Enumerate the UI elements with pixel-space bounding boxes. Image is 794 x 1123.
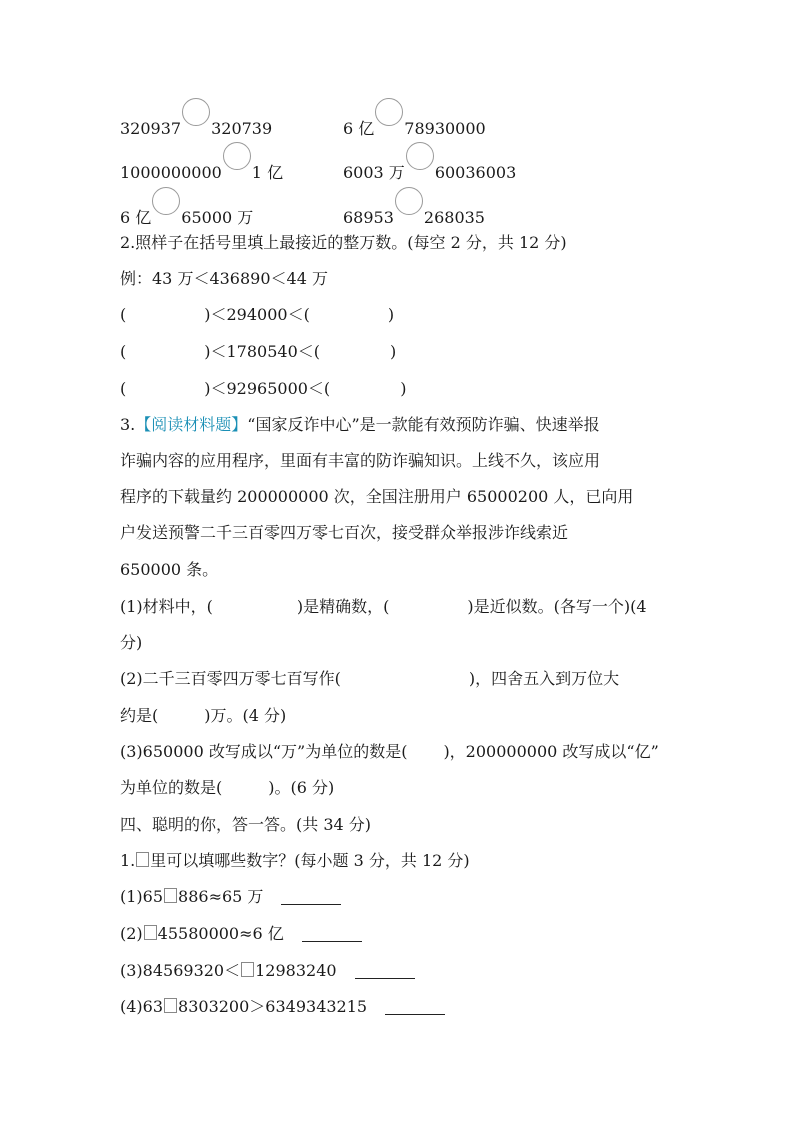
compare-row-1-left	[120, 108, 272, 139]
box-placeholder[interactable]	[241, 962, 254, 977]
number-text: 1000000000	[120, 163, 222, 182]
number-text: 268035	[423, 208, 485, 227]
q3-sub3-cont: 为单位的数是( )。(6 分)	[120, 778, 335, 797]
compare-row-2-right	[343, 152, 516, 183]
answer-line[interactable]	[281, 890, 341, 905]
q3-sub1-cont: 分)	[120, 633, 143, 652]
q3-para-line-4: 户发送预警二千三百零四万零七百次，接受群众举报涉诈线索近	[120, 523, 569, 542]
q3-para-line-5: 650000 条。	[120, 560, 219, 579]
answer-circle[interactable]	[395, 187, 423, 215]
sec4-item-1: (1)65 886≈65 万	[120, 887, 341, 907]
q3-para-line-3: 程序的下载量约 200000000 次，全国注册用户 65000200 人，已向用	[120, 487, 634, 506]
answer-circle[interactable]	[223, 142, 251, 170]
section-4-title: 四、聪明的你，答一答。(共 34 分)	[120, 815, 372, 834]
sec4-item-4: (4)63 8303200＞6349343215	[120, 997, 445, 1017]
answer-circle[interactable]	[152, 187, 180, 215]
q2-row-3: ( )＜92965000＜( )	[120, 379, 407, 398]
number-text: 320739	[211, 119, 273, 138]
sec4-item-3: (3)84569320＜ 12983240	[120, 961, 415, 981]
compare-row-3-left	[120, 197, 253, 228]
q3-para-line-2: 诈骗内容的应用程序，里面有丰富的防诈骗知识。上线不久，该应用	[120, 451, 601, 470]
q2-row-2: ( )＜1780540＜( )	[120, 342, 397, 361]
sec4-item-2: (2) 45580000≈6 亿	[120, 924, 362, 944]
number-text: 6003 万	[343, 163, 405, 182]
answer-circle[interactable]	[406, 142, 434, 170]
number-text: 6 亿	[343, 119, 375, 138]
q3-sub1: (1)材料中，( )是精确数，( )是近似数。(各写一个)(4	[120, 597, 647, 616]
number-text: 6 亿	[120, 208, 152, 227]
reading-material-tag: 【阅读材料题】	[135, 415, 248, 434]
q2-example: 例：43 万＜436890＜44 万	[120, 269, 328, 288]
sec4-q1-title: 1. 里可以填哪些数字？(每小题 3 分，共 12 分)	[120, 851, 470, 870]
compare-row-3-right	[343, 197, 485, 228]
box-placeholder[interactable]	[144, 925, 157, 940]
answer-line[interactable]	[385, 1000, 445, 1015]
number-text: 78930000	[404, 119, 486, 138]
number-text: 65000 万	[181, 208, 254, 227]
box-placeholder[interactable]	[164, 998, 177, 1013]
number-text: 60036003	[434, 163, 517, 182]
q3-para-line-1: 3.【阅读材料题】“国家反诈中心”是一款能有效预防诈骗、快速举报	[120, 415, 600, 434]
compare-row-2-left	[120, 152, 283, 183]
number-text: 68953	[343, 208, 394, 227]
q3-sub2: (2)二千三百零四万零七百写作( )，四舍五入到万位大	[120, 669, 620, 688]
q3-sub2-cont: 约是( )万。(4 分)	[120, 706, 287, 725]
q2-row-1: ( )＜294000＜( )	[120, 305, 395, 324]
q2-title: 2.照样子在括号里填上最接近的整万数。(每空 2 分，共 12 分)	[120, 233, 567, 252]
answer-circle[interactable]	[375, 98, 403, 126]
answer-line[interactable]	[355, 964, 415, 979]
box-placeholder	[136, 852, 149, 867]
answer-line[interactable]	[302, 927, 362, 942]
number-text: 320937	[120, 119, 182, 138]
q3-sub3: (3)650000 改写成以“万”为单位的数是( )，200000000 改写成以“亿”	[120, 742, 659, 761]
answer-circle[interactable]	[182, 98, 210, 126]
number-text: 1 亿	[251, 163, 284, 182]
compare-row-1-right	[343, 108, 486, 139]
box-placeholder[interactable]	[164, 888, 177, 903]
